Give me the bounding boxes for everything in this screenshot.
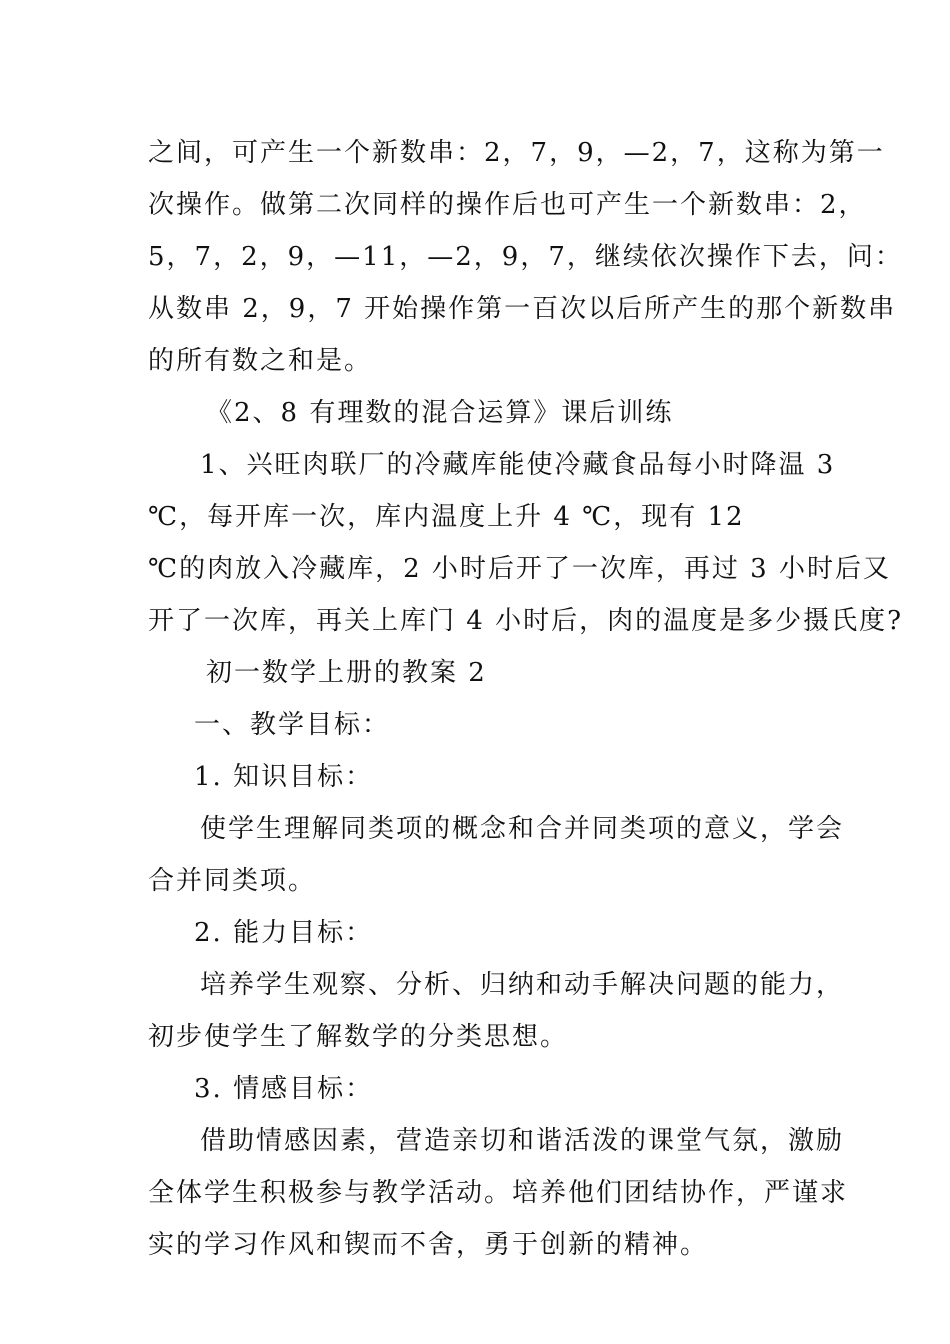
goal-title: 3. 情感目标： [194,1074,374,1104]
paragraph-line: 借助情感因素，营造亲切和谐活泼的课堂气氛，激励 [200,1126,845,1156]
paragraph-line: 次操作。做第二次同样的操作后也可产生一个新数串：2， [148,190,867,220]
section-title: 一、教学目标： [194,710,391,740]
paragraph-line: 全体学生积极参与教学活动。培养他们团结协作，严谨求 [148,1178,849,1208]
paragraph-line: 合并同类项。 [148,866,317,896]
goal-title: 2. 能力目标： [194,918,374,948]
paragraph-line: 1、兴旺肉联厂的冷藏库能使冷藏食品每小时降温 3 [200,450,836,480]
paragraph-line: 从数串 2，9，7 开始操作第一百次以后所产生的那个新数串 [148,294,897,324]
paragraph-line: 之间，可产生一个新数串：2，7，9，—2，7，这称为第一 [148,138,885,168]
section-heading: 《2、8 有理数的混合运算》课后训练 [206,398,674,428]
paragraph-line: 实的学习作风和锲而不舍，勇于创新的精神。 [148,1230,709,1260]
paragraph-line: 初步使学生了解数学的分类思想。 [148,1022,569,1052]
paragraph-line: ℃，每开库一次，库内温度上升 4 ℃，现有 12 [148,502,745,532]
paragraph-line: ℃的肉放入冷藏库，2 小时后开了一次库，再过 3 小时后又 [148,554,891,584]
goal-title: 1. 知识目标： [194,762,374,792]
paragraph-line: 5，7，2，9，—11，—2，9，7，继续依次操作下去，问： [148,242,903,272]
paragraph-line: 的所有数之和是。 [148,346,373,376]
paragraph-line: 使学生理解同类项的概念和合并同类项的意义，学会 [200,814,845,844]
document-title: 初一数学上册的教案 2 [206,658,487,688]
paragraph-line: 培养学生观察、分析、归纳和动手解决问题的能力， [200,970,845,1000]
paragraph-line: 开了一次库，再关上库门 4 小时后，肉的温度是多少摄氏度? [148,606,904,636]
